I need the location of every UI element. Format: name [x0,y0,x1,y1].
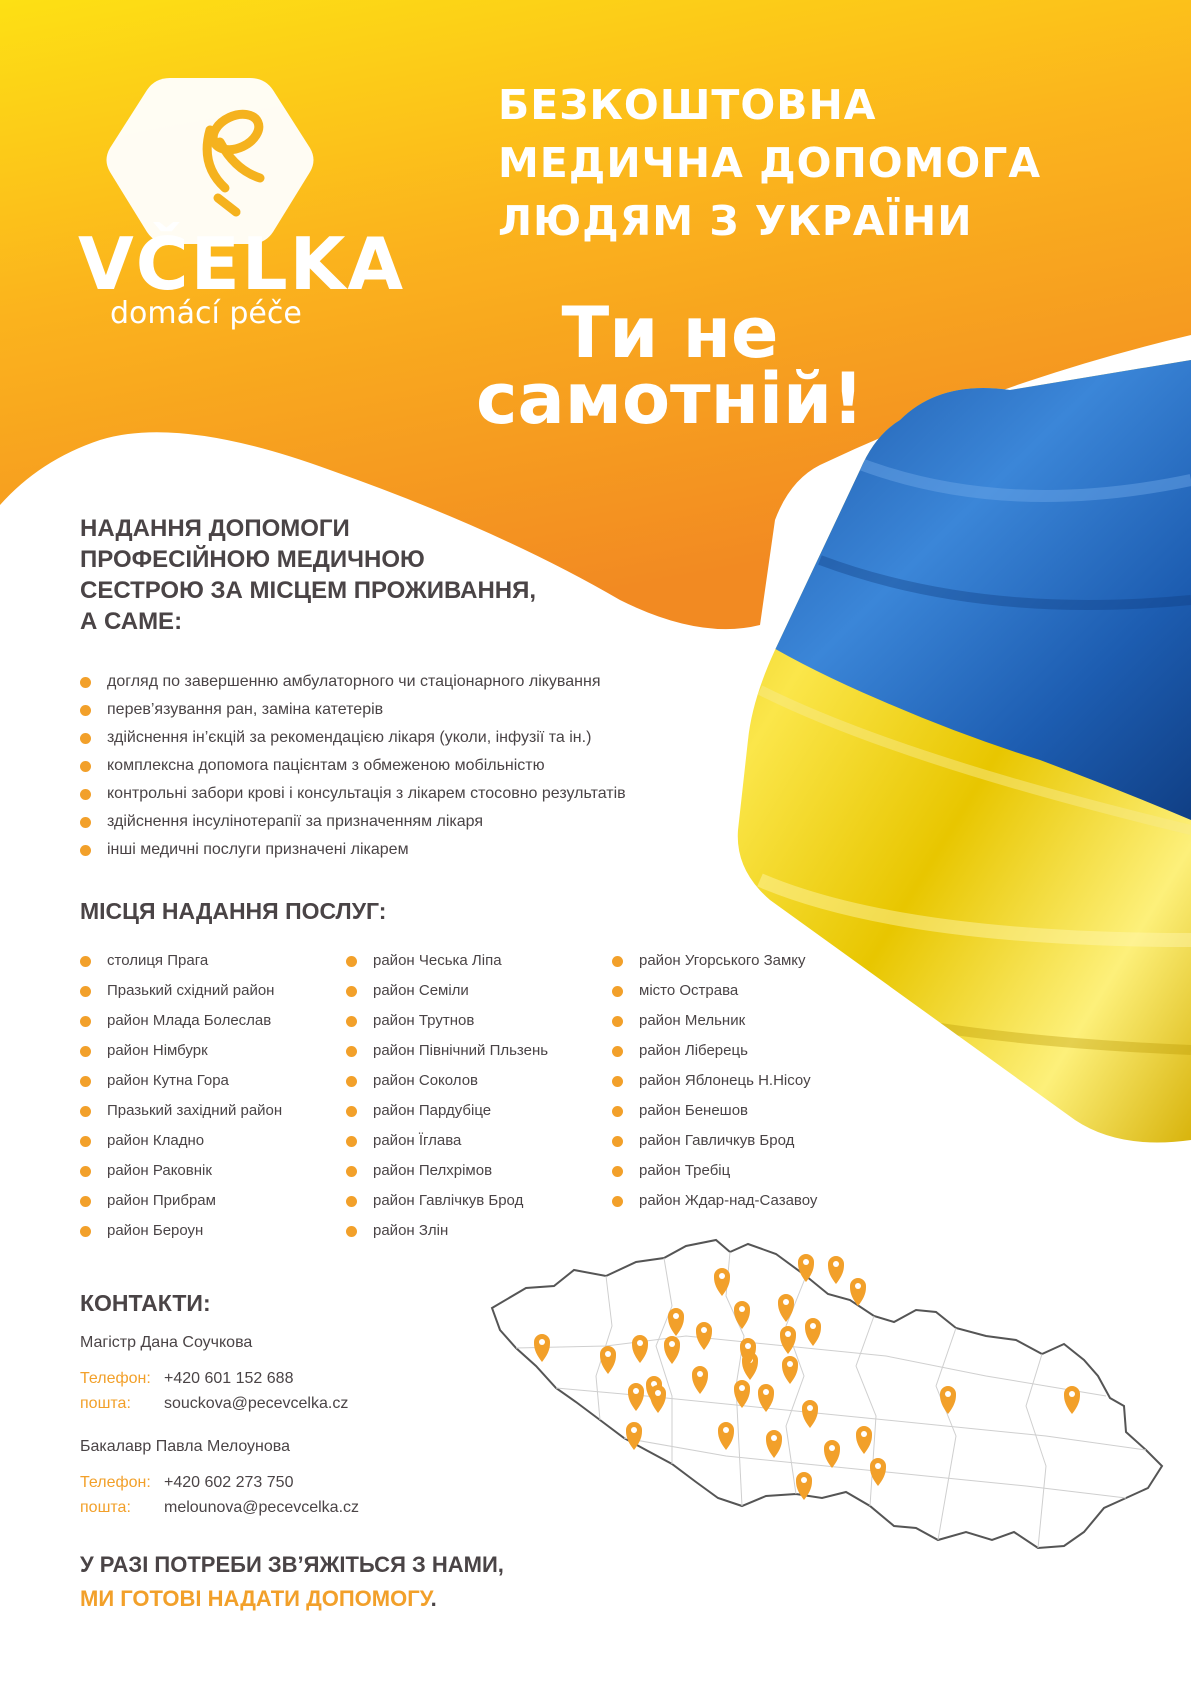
place-item [612,1036,842,1066]
place-item-text: район Бероун [107,1222,204,1239]
places-column [346,946,611,1246]
contacts-heading: КОНТАКТИ: [80,1290,211,1316]
bullet-icon [80,761,91,772]
bullet-icon [346,1106,357,1117]
place-item-text: район Угорського Замку [639,952,806,969]
call-to-action [80,1548,504,1616]
bullet-icon [612,1166,623,1177]
place-item [612,946,842,976]
place-item-text: район Млада Болеслав [107,1012,272,1029]
pin-center [833,1261,839,1267]
place-item [612,1066,842,1096]
bullet-icon [612,986,623,997]
service-item [80,836,720,864]
place-item-text: район Раковнік [107,1162,212,1179]
place-item [346,1036,611,1066]
bullet-icon [80,1046,91,1057]
pin-center [763,1389,769,1395]
bullet-icon [80,1166,91,1177]
place-item [612,1156,842,1186]
services-heading-line: НАДАННЯ ДОПОМОГИ [80,515,350,542]
headline [498,76,1098,250]
bullet-icon [80,1016,91,1027]
bullet-icon [346,1166,357,1177]
place-item-text: район Ліберець [639,1042,748,1059]
place-item [346,1126,611,1156]
bullet-icon [346,1076,357,1087]
place-item [80,1126,345,1156]
phone-number[interactable]: +420 602 273 750 [164,1474,294,1491]
contact-name: Бакалавр Павла Мелоунова [80,1438,290,1455]
contact-email-row [80,1499,359,1517]
place-item-text: Празький східний район [107,982,275,999]
pin-center [810,1323,816,1329]
place-item [346,976,611,1006]
service-item-text: догляд по завершенню амбулаторного чи стаціонарного лікування [107,673,601,690]
pin-center [801,1477,807,1483]
place-item-text: район Семіли [373,982,469,999]
place-item-text: район Яблонець Н.Нісоу [639,1072,811,1089]
contact-name: Магістр Дана Соучкова [80,1334,253,1351]
pin-center [633,1388,639,1394]
bullet-icon [80,986,91,997]
bullet-icon [612,1046,623,1057]
pin-center [719,1273,725,1279]
places-heading: МІСЦЯ НАДАННЯ ПОСЛУГ: [80,898,387,924]
location-pin-icon [828,1256,844,1284]
place-item [80,1036,345,1066]
pin-center [783,1299,789,1305]
service-item-text: комплексна допомога пацієнтам з обмеженою мобільністю [107,757,545,774]
bullet-icon [346,1046,357,1057]
place-item-text: столиця Прага [107,952,209,969]
place-item-text: район Північний Пльзень [373,1042,549,1059]
bullet-icon [80,956,91,967]
place-item-text: район Гавличкув Брод [639,1132,795,1149]
cta-line: У РАЗІ ПОТРЕБИ ЗВ’ЯЖІТЬСЯ З НАМИ, [80,1552,504,1577]
email-address[interactable]: souckova@pecevcelka.cz [164,1395,349,1412]
pin-center [1069,1391,1075,1397]
pin-center [745,1343,751,1349]
contact-phone-row [80,1370,293,1388]
logo-tagline: domácí péče [110,296,302,331]
place-item-text: район Мельник [639,1012,746,1029]
bullet-icon [612,1136,623,1147]
place-item-text: місто Острава [639,982,739,999]
place-item [612,976,842,1006]
services-list [80,668,720,864]
pin-center [723,1427,729,1433]
place-item [80,1156,345,1186]
place-item [80,1186,345,1216]
pin-center [861,1431,867,1437]
pin-center [605,1351,611,1357]
place-item [346,1186,611,1216]
email-label: пошта: [80,1395,131,1412]
pin-center [637,1340,643,1346]
place-item-text: район Трутнов [373,1012,475,1029]
place-item [80,946,345,976]
bullet-icon [612,1016,623,1027]
bullet-icon [80,705,91,716]
slogan-line: самотній! [476,358,864,440]
phone-label: Телефон: [80,1370,151,1387]
service-item [80,780,720,808]
services-heading [80,513,600,637]
place-item [612,1096,842,1126]
place-item-text: район Чеська Ліпа [373,952,502,969]
place-item [80,1006,345,1036]
headline-line: ЛЮДЯМ З УКРАЇНИ [498,197,973,245]
services-heading-line: СЕСТРОЮ ЗА МІСЦЕМ ПРОЖИВАННЯ, [80,577,537,604]
bullet-icon [80,1196,91,1207]
place-item [80,976,345,1006]
bullet-icon [346,1226,357,1237]
pin-center [785,1331,791,1337]
places-column [80,946,345,1246]
headline-line: МЕДИЧНА ДОПОМОГА [498,139,1042,187]
service-item [80,752,720,780]
email-label: пошта: [80,1499,131,1516]
bullet-icon [80,1076,91,1087]
bullet-icon [346,1016,357,1027]
place-item [80,1096,345,1126]
pin-center [539,1339,545,1345]
phone-label: Телефон: [80,1474,151,1491]
contact-phone-row [80,1474,293,1492]
service-item [80,668,720,696]
bullet-icon [80,1136,91,1147]
slogan-line: Ти не [561,292,779,374]
service-item-text: перев’язування ран, заміна катетерів [107,701,384,718]
bullet-icon [80,817,91,828]
place-item [80,1066,345,1096]
place-item-text: район Пелхрімов [373,1162,493,1179]
place-item [80,1216,345,1246]
pin-center [787,1361,793,1367]
pin-center [655,1390,661,1396]
bullet-icon [346,1136,357,1147]
place-item-text: район Пардубіце [373,1102,492,1119]
bullet-icon [80,733,91,744]
place-item [612,1006,842,1036]
places-column [612,946,842,1216]
place-item [346,1096,611,1126]
slogan [470,292,870,440]
pin-center [631,1427,637,1433]
phone-number[interactable]: +420 601 152 688 [164,1370,294,1387]
place-item-text: район Требіц [639,1162,731,1179]
services-heading-line: А САМЕ: [80,608,183,635]
pin-center [803,1259,809,1265]
pin-center [875,1463,881,1469]
place-item-text: район Ждар-над-Сазавоу [639,1192,818,1209]
map-outline [492,1240,1162,1548]
place-item-text: Празький західний район [107,1102,283,1119]
pin-center [739,1385,745,1391]
contact-email-row [80,1395,348,1413]
bullet-icon [612,1106,623,1117]
place-item [346,1006,611,1036]
service-item-text: здійснення ін’єкцій за рекомендацією лікаря (уколи, інфузії та ін.) [107,729,592,746]
pin-center [701,1327,707,1333]
place-item-text: район Німбурк [107,1042,208,1059]
bullet-icon [80,1226,91,1237]
place-item [346,946,611,976]
bullet-icon [80,789,91,800]
pin-center [829,1445,835,1451]
service-item-text: контрольні забори крові і консультація з лікарем стосовно результатів [107,785,626,802]
place-item-text: район Гавлічкув Брод [373,1192,524,1209]
bullet-icon [612,956,623,967]
place-item-text: район Кутна Гора [107,1072,229,1089]
logo-wordmark: VČELKA [78,222,406,306]
place-item [612,1126,842,1156]
place-item-text: район Прибрам [107,1192,216,1209]
bullet-icon [612,1196,623,1207]
bullet-icon [612,1076,623,1087]
bullet-icon [346,986,357,997]
pin-center [739,1306,745,1312]
place-item-text: район Соколов [373,1072,479,1089]
service-item [80,808,720,836]
pin-center [771,1435,777,1441]
pin-center [669,1341,675,1347]
place-item-text: район Злін [373,1222,449,1239]
pin-center [945,1391,951,1397]
place-item-text: район Бенешов [639,1102,749,1119]
place-item [346,1066,611,1096]
place-item-text: район Їглава [373,1132,462,1149]
pin-center [855,1283,861,1289]
bullet-icon [80,845,91,856]
bullet-icon [80,1106,91,1117]
bullet-icon [346,1196,357,1207]
bullet-icon [80,677,91,688]
service-item-text: інші медичні послуги призначені лікарем [107,841,409,858]
pin-center [697,1371,703,1377]
pin-center [673,1313,679,1319]
cta-line [80,1582,504,1616]
bullet-icon [346,956,357,967]
services-heading-line: ПРОФЕСІЙНОЮ МЕДИЧНОЮ [80,546,425,573]
service-item-text: здійснення інсулінотерапії за призначенням лікаря [107,813,484,830]
service-item [80,696,720,724]
place-item-text: район Кладно [107,1132,205,1149]
place-item [346,1156,611,1186]
pin-center [807,1405,813,1411]
place-item [612,1186,842,1216]
czech-map [486,1236,1166,1636]
headline-line: БЕЗКОШТОВНА [498,81,877,129]
email-address[interactable]: melounova@pecevcelka.cz [164,1499,360,1516]
cta-period: . [430,1586,437,1611]
service-item [80,724,720,752]
cta-highlight: МИ ГОТОВІ НАДАТИ ДОПОМОГУ [80,1586,431,1611]
